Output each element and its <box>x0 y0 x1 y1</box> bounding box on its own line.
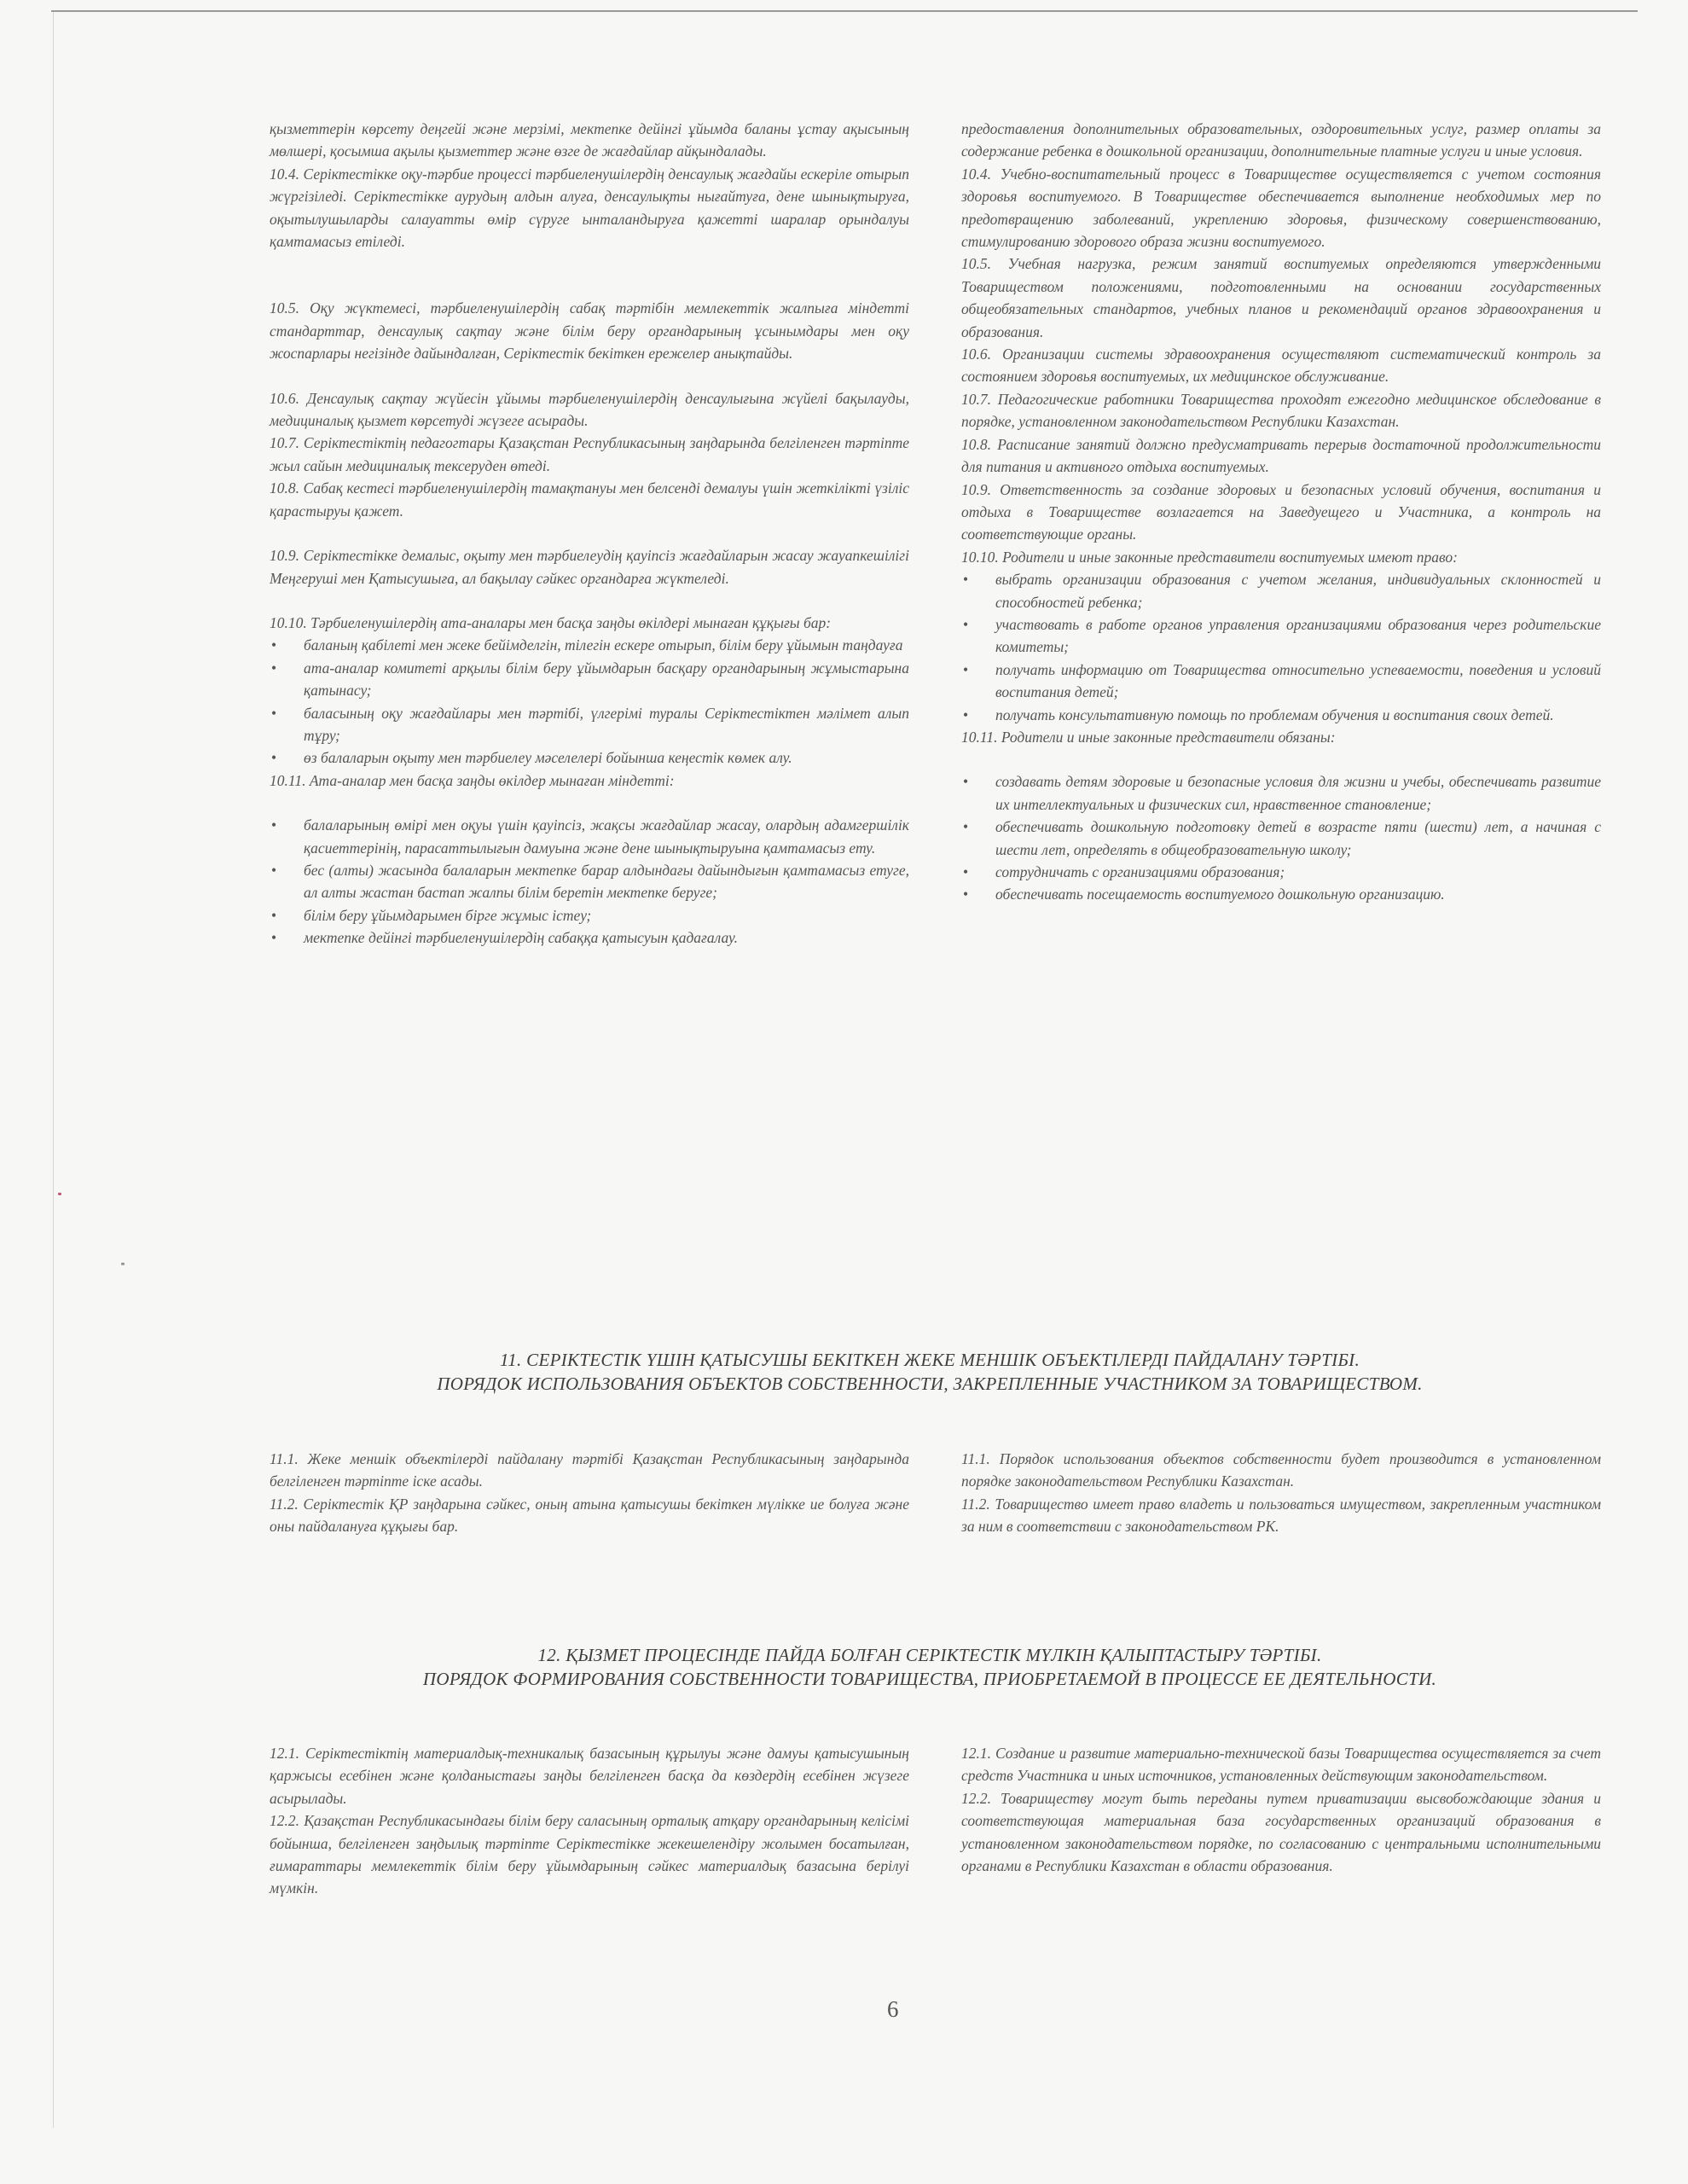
kz-paragraph: 12.2. Қазақстан Республикасындағы білім беру саласының орталық атқару органдарының келісімі бойынша, белгіленген заңдылық тәртіпте Серіктестікке жекешелендіру жолымен босатылған, ғимараттары мемлекеттік білім беру ұйымдарының сәйкес материалдық базасына берілуі мүмкін. <box>270 1812 909 1897</box>
section-12-title-kz: 12. ҚЫЗМЕТ ПРОЦЕСІНДЕ ПАЙДА БОЛҒАН СЕРІКТЕСТІК МҮЛКІН ҚАЛЫПТАСТЫРУ ТӘРТІБІ. <box>537 1645 1322 1665</box>
kz-paragraph: 10.8. Сабақ кестесі тәрбиеленушілердің тамақтануы мен белсенді демалуы үшін жеткілікті үзіліс қарастыруы қажет. <box>270 479 909 520</box>
list-item: • балаларының өмірі мен оқуы үшін қауіпсіз, жақсы жағдайлар жасау, олардың адамгершілік қасиеттерінің, парасаттылығын дамуына және дене шынықтыруына қамтамасыз ету. <box>304 814 909 859</box>
ru-rights-list <box>961 568 1601 726</box>
ru-paragraph: 11.1. Порядок использования объектов собственности будет производится в установленном порядке законодательством Республики Казахстан. <box>961 1450 1601 1490</box>
list-item: • баласының оқу жағдайлары мен тәртібі, үлгерімі туралы Серіктестіктен мәлімет алып тұру; <box>304 702 909 747</box>
list-item: • білім беру ұйымдарымен бірге жұмыс істеу; <box>304 904 909 926</box>
list-item: • обеспечивать посещаемость воспитуемого дошкольную организацию. <box>995 883 1601 905</box>
ru-paragraph: предоставления дополнительных образовательных, оздоровительных услуг, размер оплаты за содержание ребенка в дошкольной организации, дополнительные платные услуги и иные условия. <box>961 120 1601 160</box>
ru-duties-list <box>961 770 1601 905</box>
ru-paragraph: 10.10. Родители и иные законные представители воспитуемых имеют право: <box>961 548 1458 566</box>
list-item: • выбрать организации образования с учетом желания, индивидуальных склонностей и способностей ребенка; <box>995 568 1601 613</box>
kz-paragraph: 10.5. Оқу жүктемесі, тәрбиеленушілердің сабақ тәртібін мемлекеттік жалпыға міндетті стандарттар, денсаулық сақтау және білім беру органдарының ұсынымдары мен оқу жоспарлары негізінде дайындалған, Серіктестік бекіткен ережелер анықтайды. <box>270 299 909 363</box>
ru-paragraph: 10.5. Учебная нагрузка, режим занятий воспитуемых определяются утвержденными Товариществом положениями, подготовленными на основании государственных общеобязательных стандартов, учебных планов и рекомендаций органов здравоохранения и образования. <box>961 255 1601 340</box>
list-item: • бес (алты) жасында балаларын мектепке барар алдындағы дайындығын қамтамасыз етуге, ал алты жастан бастап жалпы білім беретін мектепке беруге; <box>304 859 909 904</box>
ru-duties-heading: 10.11. Родители и иные законные представители обязаны: <box>961 728 1336 746</box>
list-item: • сотрудничать с организациями образования; <box>995 861 1601 883</box>
section-12-title-ru: ПОРЯДОК ФОРМИРОВАНИЯ СОБСТВЕННОСТИ ТОВАРИЩЕСТВА, ПРИОБРЕТАЕМОЙ В ПРОЦЕССЕ ЕЕ ДЕЯТЕЛЬНОСТИ. <box>422 1669 1437 1689</box>
ru-column-section-12 <box>961 1742 1601 1877</box>
ru-paragraph: 10.4. Учебно-воспитательный процесс в Товариществе осуществляется с учетом состояния здоровья воспитуемого. В Товариществе обеспечивается выполнение необходимых мер по предотвращению заболеваний, укреплению здоровья, физическому совершенствованию, стимулированию здорового образа жизни воспитуемого. <box>961 165 1601 251</box>
section-11-title <box>256 1348 1604 1396</box>
list-item: • ата-аналар комитеті арқылы білім беру ұйымдарын басқару органдарының жұмыстарына қатынасу; <box>304 657 909 702</box>
ru-column-section-10 <box>961 118 1601 906</box>
list-item: • мектепке дейінгі тәрбиеленушілердің сабаққа қатысуын қадағалау. <box>304 926 909 949</box>
section-11-title-kz: 11. СЕРІКТЕСТІК ҮШІН ҚАТЫСУШЫ БЕКІТКЕН ЖЕКЕ МЕНШІК ОБЪЕКТІЛЕРДІ ПАЙДАЛАНУ ТӘРТІБІ. <box>500 1350 1360 1370</box>
ru-paragraph: 10.9. Ответственность за создание здоровых и безопасных условий обучения, воспитания и отдыха в Товариществе возлагается на Заведуещего и Участника, а контроль на соответствующие органы. <box>961 480 1601 543</box>
ru-paragraph: 10.8. Расписание занятий должно предусматривать перерыв достаточной продолжительности для питания и активного отдыха воспитуемых. <box>961 435 1601 476</box>
kz-column-section-11 <box>270 1448 909 1538</box>
kz-rights-list <box>270 634 909 769</box>
list-item: • баланың қабілеті мен жеке бейімделгін, тілегін ескере отырып, білім беру ұйымын таңдауға <box>304 634 909 656</box>
kz-paragraph: 11.1. Жеке меншік объектілерді пайдалану тәртібі Қазақстан Республикасының заңдарында белгіленген тәртіпте іске асады. <box>270 1450 909 1490</box>
kz-paragraph: 10.6. Денсаулық сақтау жүйесін ұйымы тәрбиеленушілердің денсаулығына жүйелі бақылауды, медициналық қызмет көрсетуді жүзеге асырады. <box>270 389 909 430</box>
ru-paragraph: 10.7. Педагогические работники Товарищества проходят ежегодно медицинское обследование в порядке, установленном законодательством Республики Казахстан. <box>961 390 1601 431</box>
section-12-title <box>256 1643 1604 1691</box>
stray-mark <box>121 1263 125 1265</box>
list-item: • участвовать в работе органов управления организациями образования через родительские комитеты; <box>995 613 1601 659</box>
list-item: • создавать детям здоровые и безопасные условия для жизни и учебы, обеспечивать развитие их интеллектуальных и физических сил, нравственное становление; <box>995 770 1601 816</box>
list-item: • обеспечивать дошкольную подготовку детей в возрасте пяти (шести) лет, а начиная с шести лет, определять в общеобразовательную школу; <box>995 816 1601 861</box>
scan-edge-top <box>51 10 1638 12</box>
kz-paragraph: 10.4. Серіктестікке оқу-тәрбие процессі тәрбиеленушілердің денсаулық жағдайы ескеріле отырып жүргізіледі. Серіктестікке аурудың алдын алуға, денсаулықты нығайтуға, дене шынықтыруға, оқытылушыларды салауатты өмір сүруге ынталандыруға қажетті шаралар орындалуы қамтамасыз етіледі. <box>270 165 909 251</box>
kz-duties-heading: 10.11. Ата-аналар мен басқа заңды өкілдер мынаған міндетті: <box>270 771 675 789</box>
ru-paragraph: 11.2. Товарищество имеет право владеть и пользоваться имуществом, закрепленным участником за ним в соответствии с законодательством РК. <box>961 1495 1601 1536</box>
scan-edge-left <box>53 12 54 2128</box>
page-number: 6 <box>887 1996 899 2022</box>
ru-column-section-11 <box>961 1448 1601 1538</box>
ru-paragraph: 10.6. Организации системы здравоохранения осуществляют систематический контроль за состоянием здоровья воспитуемых, их медицинское обслуживание. <box>961 346 1601 386</box>
ru-paragraph: 12.1. Создание и развитие материально-технической базы Товарищества осуществляется за счет средств Участника и иных источников, установленных действующим законодательством. <box>961 1745 1601 1785</box>
kz-paragraph: 12.1. Серіктестіктің материалдық-техникалық базасының құрылуы және дамуы қатысушының қаржысы есебінен және қолданыстағы заңды белгіленген басқа да көздердің есебінен жүзеге асырылады. <box>270 1745 909 1807</box>
list-item: • получать консультативную помощь по проблемам обучения и воспитания своих детей. <box>995 704 1601 726</box>
kz-duties-list <box>270 814 909 949</box>
kz-column-section-12 <box>270 1742 909 1900</box>
kz-paragraph: 10.7. Серіктестіктің педагогтары Қазақстан Республикасының заңдарында белгіленген тәртіпте жыл сайын медициналық тексеруден өтеді. <box>270 434 909 474</box>
section-11-title-ru: ПОРЯДОК ИСПОЛЬЗОВАНИЯ ОБЪЕКТОВ СОБСТВЕННОСТИ, ЗАКРЕПЛЕННЫЕ УЧАСТНИКОМ ЗА ТОВАРИЩЕСТВОМ. <box>437 1374 1423 1394</box>
kz-paragraph: 10.9. Серіктестікке демалыс, оқыту мен тәрбиелеудің қауіпсіз жағдайларын жасау жауапкешілігі Меңгеруші мен Қатысушыға, ал бақылау сәйкес органдарға жүктеледі. <box>270 547 909 587</box>
kz-paragraph: 10.10. Тәрбиеленушілердің ата-аналары мен басқа заңды өкілдері мынаған құқығы бар: <box>270 613 832 631</box>
kz-paragraph: қызметтерін көрсету деңгейі және мерзімі, мектепке дейінгі ұйымда баланы ұстау ақысының мөлшері, қосымша ақылы қызметтер және өзге де жағдайлар айқындалады. <box>270 120 909 160</box>
stray-mark <box>58 1193 61 1195</box>
kz-column-section-10 <box>270 118 909 950</box>
list-item: • өз балаларын оқыту мен тәрбиелеу мәселелері бойынша кеңестік көмек алу. <box>304 746 909 769</box>
list-item: • получать информацию от Товарищества относительно успеваемости, поведения и условий воспитания детей; <box>995 659 1601 704</box>
kz-paragraph: 11.2. Серіктестік ҚР заңдарына сәйкес, оның атына қатысушы бекіткен мүлікке ие болуға және оны пайдалануға құқығы бар. <box>270 1495 909 1536</box>
ru-paragraph: 12.2. Товариществу могут быть переданы путем приватизации высвобождающие здания и соответствующая материальная база государственных организаций образования в установленном законодательством порядке, по согласованию с центральными исполнительными органами в Республики Казахстан в области образования. <box>961 1789 1601 1875</box>
